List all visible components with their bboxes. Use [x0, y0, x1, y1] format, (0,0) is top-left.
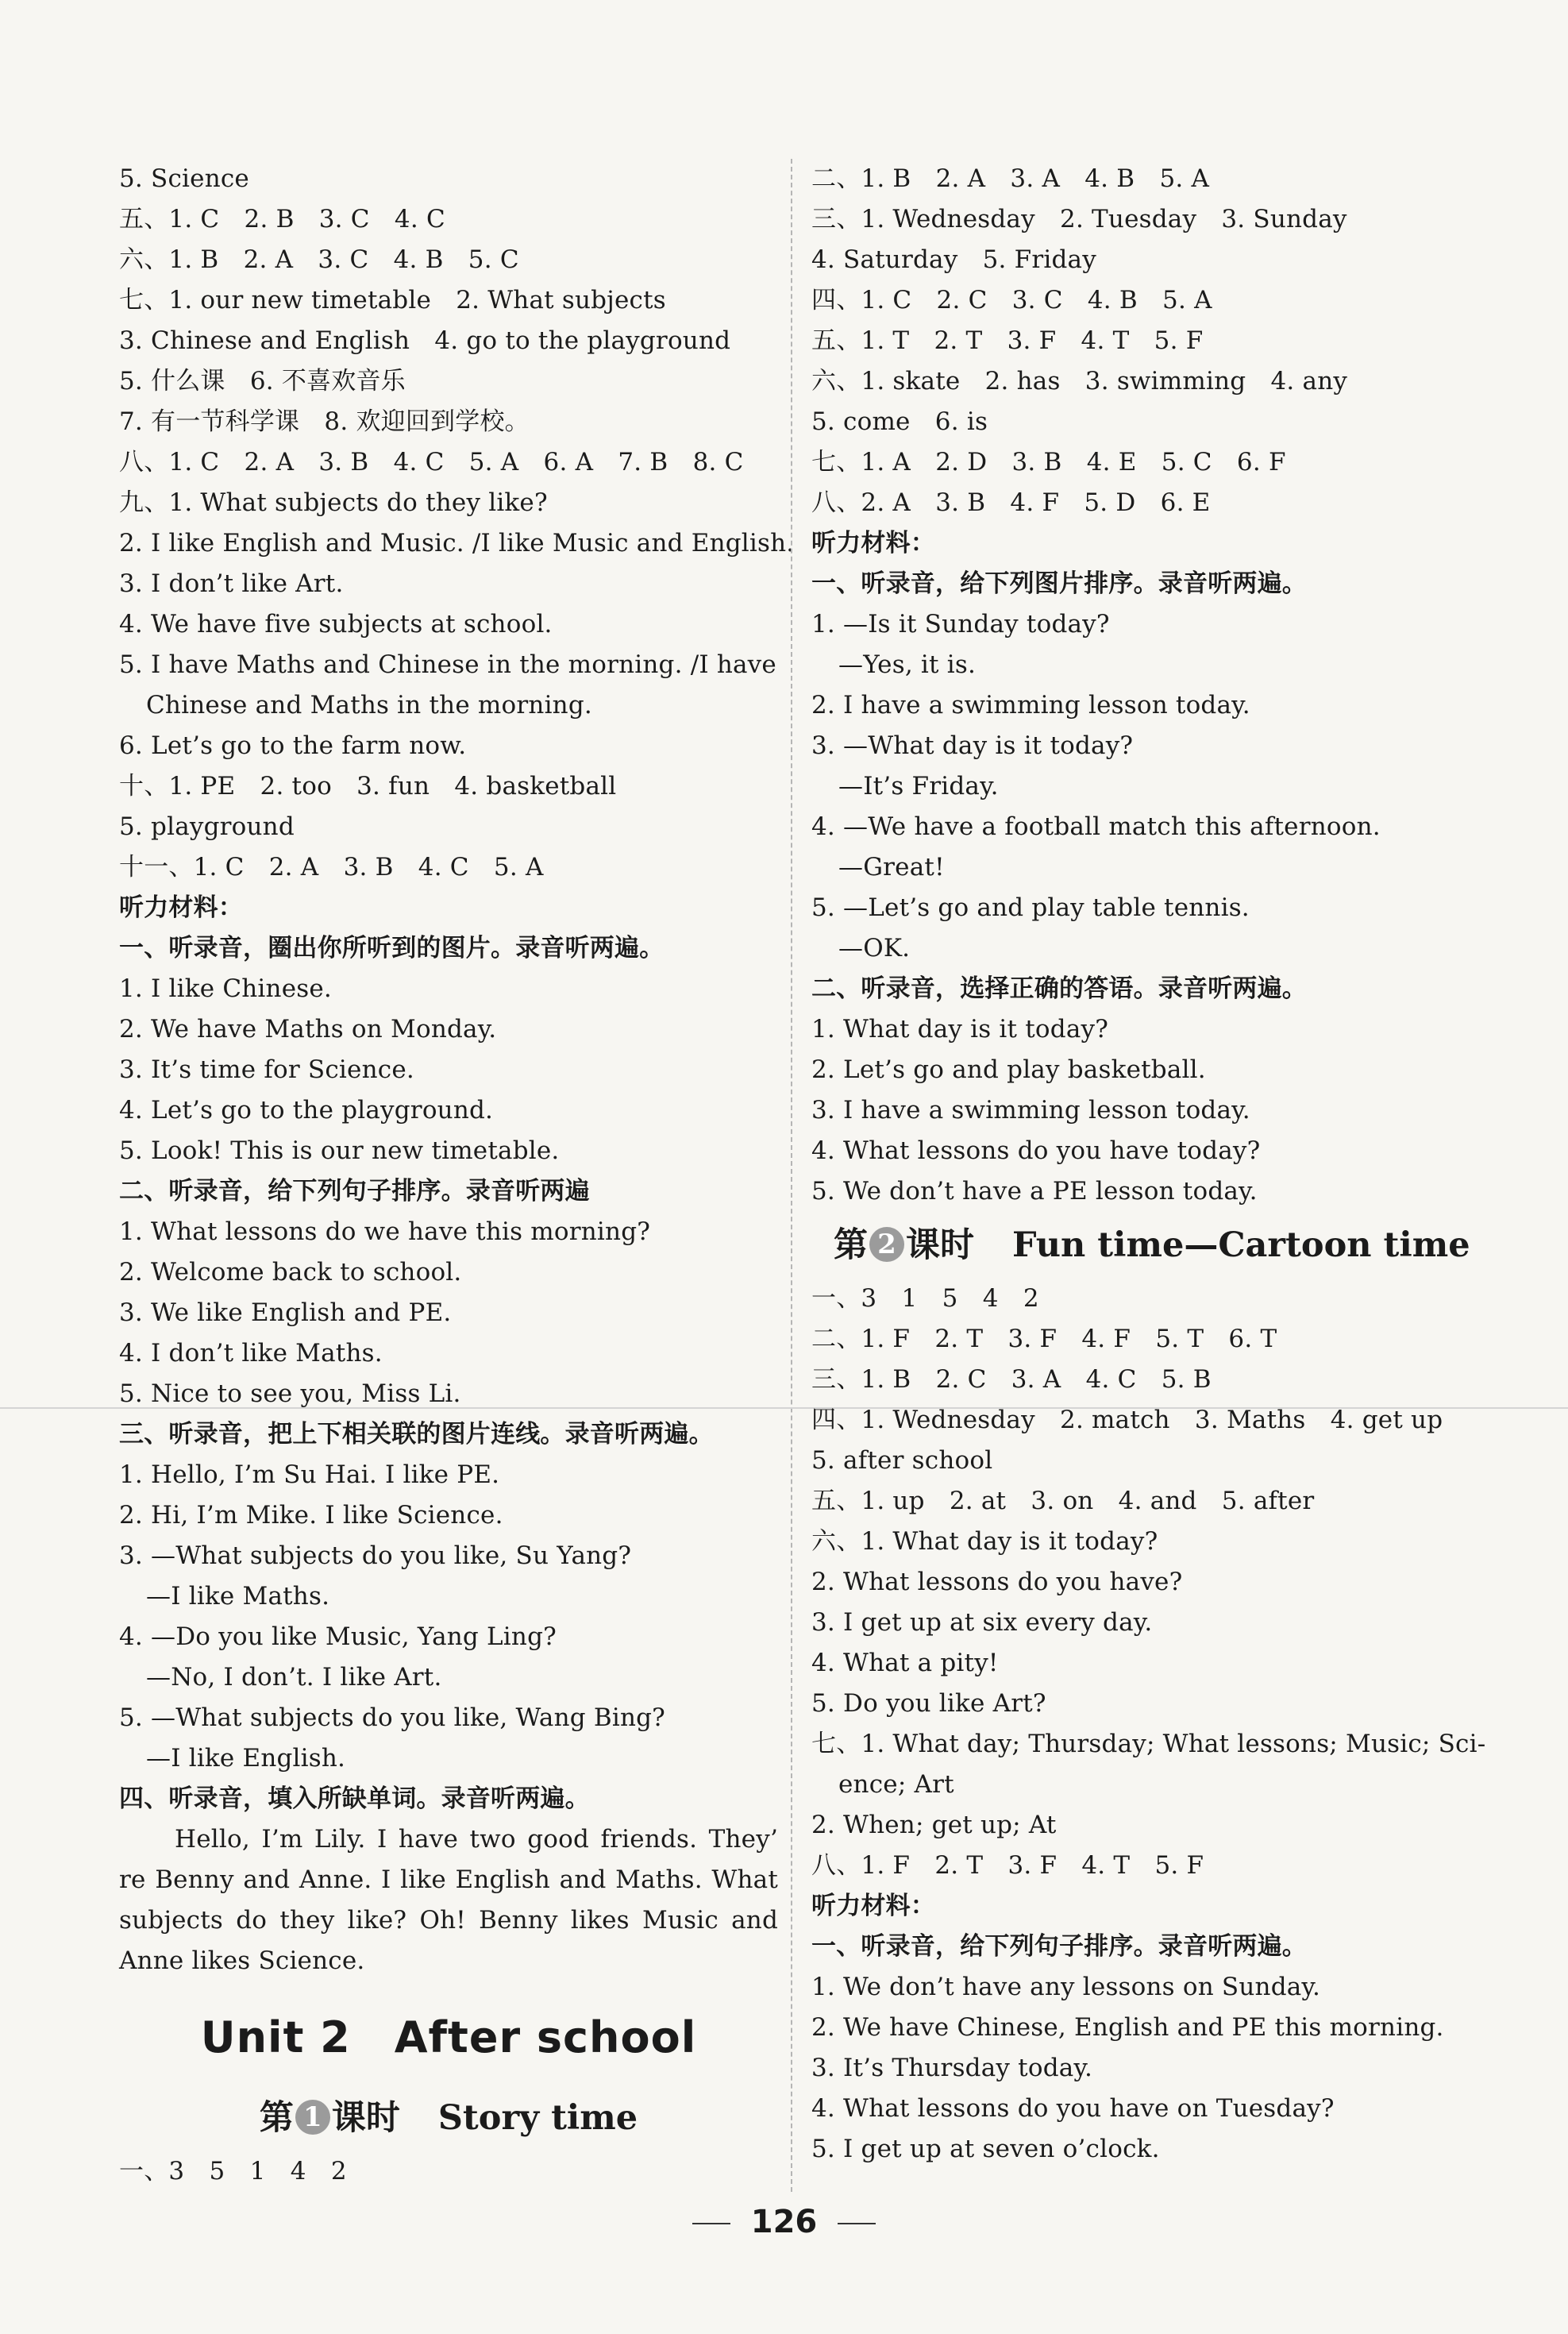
- answer-line: 4. I don’t like Maths.: [119, 1339, 383, 1368]
- lesson-prefix: 第: [259, 2098, 294, 2138]
- answer-line: —Great!: [838, 853, 945, 882]
- answer-line: 2. We have Chinese, English and PE this morning.: [811, 2013, 1444, 2042]
- answer-line: Anne likes Science.: [119, 1946, 365, 1975]
- answer-line: 2. When; get up; At: [811, 1811, 1057, 1839]
- answer-line: 三、1. Wednesday 2. Tuesday 3. Sunday: [811, 205, 1347, 233]
- answer-line: 4. —We have a football match this afternoon.: [811, 812, 1381, 841]
- answer-line: 5. Science: [119, 164, 249, 193]
- lesson-prefix: 第: [834, 1225, 868, 1265]
- answer-line: 六、1. skate 2. has 3. swimming 4. any: [811, 367, 1348, 395]
- section-heading: 二、听录音，给下列句子排序。录音听两遍: [119, 1177, 590, 1206]
- answer-line: Chinese and Maths in the morning.: [146, 691, 592, 719]
- answer-line: 七、1. A 2. D 3. B 4. E 5. C 6. F: [811, 448, 1286, 476]
- answer-line: 5. —Let’s go and play table tennis.: [811, 893, 1250, 922]
- answer-line: 五、1. up 2. at 3. on 4. and 5. after: [811, 1487, 1315, 1515]
- answer-line: 3. I have a swimming lesson today.: [811, 1096, 1250, 1125]
- answer-line: —OK.: [838, 934, 911, 963]
- answer-line: 6. Let’s go to the farm now.: [119, 731, 467, 760]
- answer-line: 2. Welcome back to school.: [119, 1258, 462, 1287]
- answer-line: 六、1. What day is it today?: [811, 1527, 1158, 1556]
- right-answer-lines: [811, 159, 1470, 1212]
- answer-line: 5. come 6. is: [811, 407, 988, 436]
- answer-line: 4. What lessons do you have on Tuesday?: [811, 2094, 1335, 2123]
- answer-line: 七、1. our new timetable 2. What subjects: [119, 286, 666, 314]
- lesson-title: Story time: [437, 2098, 638, 2138]
- left-after-lesson-lines: [119, 2151, 778, 2192]
- answer-line: 十、1. PE 2. too 3. fun 4. basketball: [119, 772, 617, 801]
- answer-line: 4. Saturday 5. Friday: [811, 245, 1096, 274]
- answer-line: 1. Hello, I’m Su Hai. I like PE.: [119, 1460, 500, 1489]
- unit-title: Unit 2 After school: [200, 2012, 697, 2062]
- answer-line: 十一、1. C 2. A 3. B 4. C 5. A: [119, 853, 544, 882]
- lesson-heading-2: [811, 1212, 1470, 1279]
- answer-line: 4. —Do you like Music, Yang Ling?: [119, 1622, 557, 1651]
- answer-line: 3. —What subjects do you like, Su Yang?: [119, 1541, 632, 1570]
- page-number: [0, 2198, 1568, 2246]
- page-number-dash: [838, 2223, 876, 2224]
- answer-line: 5. Nice to see you, Miss Li.: [119, 1379, 461, 1408]
- section-heading: 一、听录音，给下列图片排序。录音听两遍。: [811, 569, 1307, 598]
- answer-line: 5. I have Maths and Chinese in the morning. /I have: [119, 650, 776, 679]
- answer-line: 5. playground: [119, 812, 295, 841]
- answer-line: 八、1. F 2. T 3. F 4. T 5. F: [811, 1851, 1204, 1880]
- answer-line: 七、1. What day; Thursday; What lessons; Music; Sci-: [811, 1730, 1486, 1758]
- lesson-title: Fun time—Cartoon time: [1012, 1225, 1470, 1265]
- answer-line: 3. Chinese and English 4. go to the playground: [119, 326, 731, 355]
- answer-line: 五、1. C 2. B 3. C 4. C: [119, 205, 445, 233]
- right-column: [811, 159, 1486, 2170]
- answer-line: 二、1. F 2. T 3. F 4. F 5. T 6. T: [811, 1325, 1277, 1353]
- answer-line: 2. I like English and Music. /I like Music and English.: [119, 529, 795, 557]
- answer-line: re Benny and Anne. I like English and Maths. What: [119, 1865, 778, 1894]
- answer-line: 5. Do you like Art?: [811, 1689, 1046, 1718]
- answer-line: —I like English.: [146, 1744, 346, 1773]
- answer-line: —No, I don’t. I like Art.: [146, 1663, 442, 1692]
- answer-line: 四、1. C 2. C 3. C 4. B 5. A: [811, 286, 1212, 314]
- answer-line: 3. —What day is it today?: [811, 731, 1134, 760]
- answer-line: —I like Maths.: [146, 1582, 330, 1611]
- answer-line: 2. Let’s go and play basketball.: [811, 1055, 1206, 1084]
- answer-line: 四、1. Wednesday 2. match 3. Maths 4. get up: [811, 1406, 1443, 1434]
- answer-line: 5. 什么课 6. 不喜欢音乐: [119, 367, 406, 395]
- answer-line: 1. We don’t have any lessons on Sunday.: [811, 1973, 1321, 2001]
- answer-line: 3. I get up at six every day.: [811, 1608, 1153, 1637]
- page-number-dash: [692, 2223, 730, 2224]
- answer-line: 4. Let’s go to the playground.: [119, 1096, 494, 1125]
- answer-line: —It’s Friday.: [838, 772, 999, 801]
- answer-line: 九、1. What subjects do they like?: [119, 488, 548, 517]
- answer-line: 4. What lessons do you have today?: [811, 1136, 1261, 1165]
- answer-line: 一、3 1 5 4 2: [811, 1284, 1039, 1313]
- section-heading: 四、听录音，填入所缺单词。录音听两遍。: [119, 1784, 590, 1813]
- left-column: [119, 159, 795, 2192]
- answer-line: subjects do they like? Oh! Benny likes Music and: [119, 1906, 778, 1935]
- answer-line: 五、1. T 2. T 3. F 4. T 5. F: [811, 326, 1204, 355]
- answer-line: 八、2. A 3. B 4. F 5. D 6. E: [811, 488, 1211, 517]
- answer-line: 3. We like English and PE.: [119, 1298, 452, 1327]
- answer-line: ence; Art: [838, 1770, 954, 1799]
- answer-line: 7. 有一节科学课 8. 欢迎回到学校。: [119, 407, 530, 436]
- answer-line: 1. I like Chinese.: [119, 974, 332, 1003]
- answer-line: 5. I get up at seven o’clock.: [811, 2135, 1160, 2163]
- section-heading: 一、听录音，圈出你所听到的图片。录音听两遍。: [119, 934, 665, 963]
- section-heading: 听力材料：: [119, 893, 243, 922]
- page-number-text: 126: [750, 2204, 818, 2240]
- answer-line: 三、1. B 2. C 3. A 4. C 5. B: [811, 1365, 1212, 1394]
- answer-line: 3. I don’t like Art.: [119, 569, 344, 598]
- answer-line: 1. What lessons do we have this morning?: [119, 1217, 651, 1246]
- answer-line: 3. It’s time for Science.: [119, 1055, 414, 1084]
- answer-line: 5. after school: [811, 1446, 993, 1475]
- answer-line: Hello, I’m Lily. I have two good friends. They’: [175, 1825, 778, 1854]
- lesson-suffix: 课时: [331, 2098, 400, 2138]
- answer-line: 2. Hi, I’m Mike. I like Science.: [119, 1501, 503, 1530]
- answer-line: 六、1. B 2. A 3. C 4. B 5. C: [119, 245, 519, 274]
- answer-line: 4. We have five subjects at school.: [119, 610, 553, 638]
- answer-line: 二、1. B 2. A 3. A 4. B 5. A: [811, 164, 1210, 193]
- answer-line: 5. We don’t have a PE lesson today.: [811, 1177, 1258, 1206]
- section-heading: 二、听录音，选择正确的答语。录音听两遍。: [811, 974, 1307, 1003]
- section-heading: 听力材料：: [811, 529, 935, 557]
- right-after-lesson-lines: [811, 1279, 1486, 2170]
- lesson-number-badge: 1: [295, 2100, 330, 2135]
- column-divider: [791, 159, 792, 2192]
- lesson-number-badge: 2: [869, 1227, 904, 1262]
- answer-line: 3. It’s Thursday today.: [811, 2054, 1093, 2082]
- answer-line: 5. Look! This is our new timetable.: [119, 1136, 560, 1165]
- answer-line: 八、1. C 2. A 3. B 4. C 5. A 6. A 7. B 8. C: [119, 448, 744, 476]
- left-answer-lines: [119, 159, 795, 1981]
- answer-line: 5. —What subjects do you like, Wang Bing?: [119, 1703, 665, 1732]
- lesson-heading-1: [119, 2085, 778, 2151]
- answer-line: 2. What lessons do you have?: [811, 1568, 1183, 1596]
- lesson-suffix: 课时: [906, 1225, 974, 1265]
- answer-line: 4. What a pity!: [811, 1649, 999, 1677]
- answer-line: 2. I have a swimming lesson today.: [811, 691, 1250, 719]
- answer-line: —Yes, it is.: [838, 650, 977, 679]
- section-heading: 三、听录音，把上下相关联的图片连线。录音听两遍。: [119, 1420, 714, 1449]
- answer-line: 1. What day is it today?: [811, 1015, 1109, 1044]
- section-heading: 一、听录音，给下列句子排序。录音听两遍。: [811, 1932, 1307, 1961]
- answer-line: 2. We have Maths on Monday.: [119, 1015, 497, 1044]
- answer-line: 1. —Is it Sunday today?: [811, 610, 1110, 638]
- section-heading: 听力材料：: [811, 1892, 935, 1920]
- answer-line: 一、3 5 1 4 2: [119, 2157, 347, 2185]
